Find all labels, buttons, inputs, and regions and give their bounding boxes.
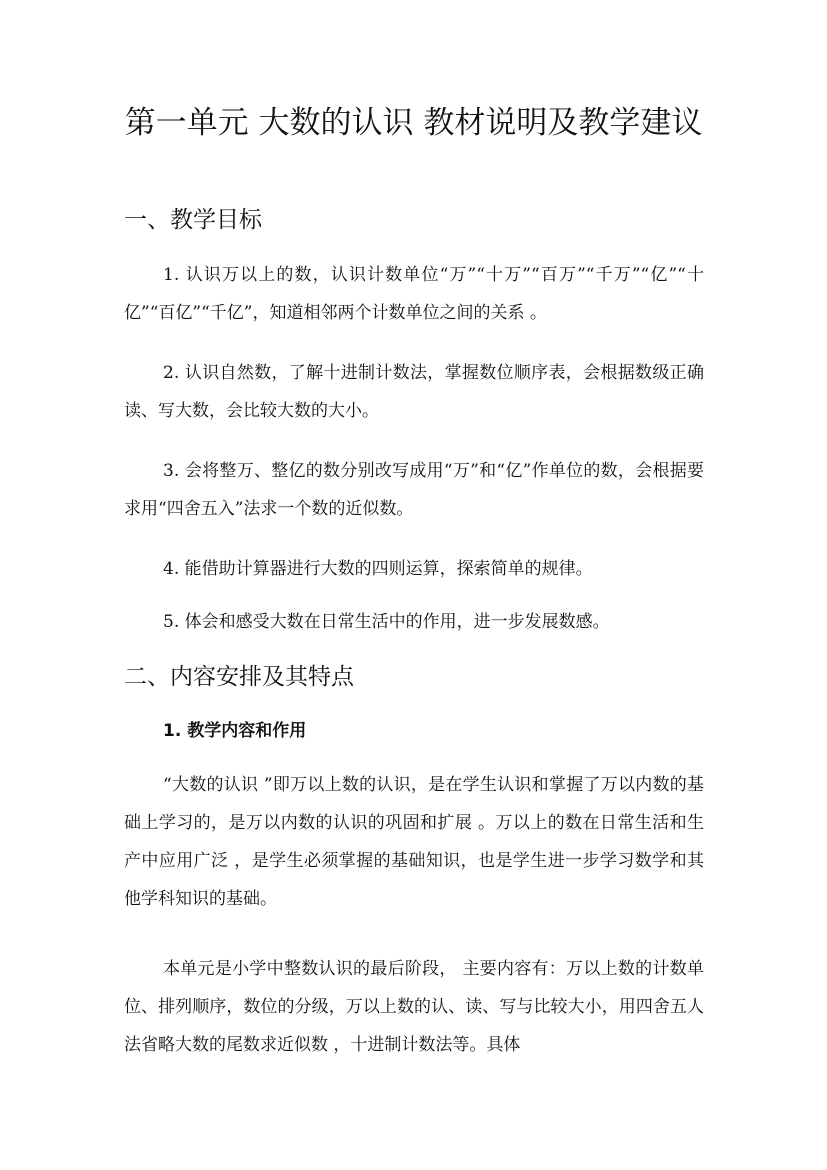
document-title: 第一单元 大数的认识 教材说明及教学建议 [124,105,703,141]
goal-item-4: 4. 能借助计算器进行大数的四则运算，探索简单的规律。 [163,559,593,579]
goal-item-5: 5. 体会和感受大数在日常生活中的作用，进一步发展数感。 [163,612,610,632]
paragraph-1: “大数的认识 ”即万以上数的认识，是在学生认识和掌握了万以内数的基础上学习的，是万以内数的认识的巩固和扩展 。万以上的数在日常生活和生产中应用广泛 ，是学生必须掌握的基础知识，也是学生进一步学习数学和其他学科知识的基础。 [124,775,704,909]
goal-item-2: 2. 认识自然数，了解十进制计数法，掌握数位顺序表，会根据数级正确读、写大数，会比较大数的大小。 [124,363,704,421]
section-heading-teaching-goals: 一、教学目标 [124,207,262,233]
goal-item-3: 3. 会将整万、整亿的数分别改写成用“万”和“亿”作单位的数，会根据要求用“四舍五入”法求一个数的近似数。 [124,461,704,519]
subsection-heading-content-and-role: 1. 教学内容和作用 [163,721,307,741]
paragraph-2: 本单元是小学中整数认识的最后阶段， 主要内容有：万以上数的计数单位、排列顺序，数位的分级，万以上数的认、读、写与比较大小，用四舍五人法省略大数的尾数求近似数 ，十进制计数法等。具体 [124,959,704,1055]
goal-item-1: 1. 认识万以上的数，认识计数单位“万”“十万”“百万”“千万”“亿”“十亿”“百亿”“千亿”，知道相邻两个计数单位之间的关系 。 [124,265,704,323]
section-heading-content-arrangement: 二、内容安排及其特点 [124,664,354,690]
